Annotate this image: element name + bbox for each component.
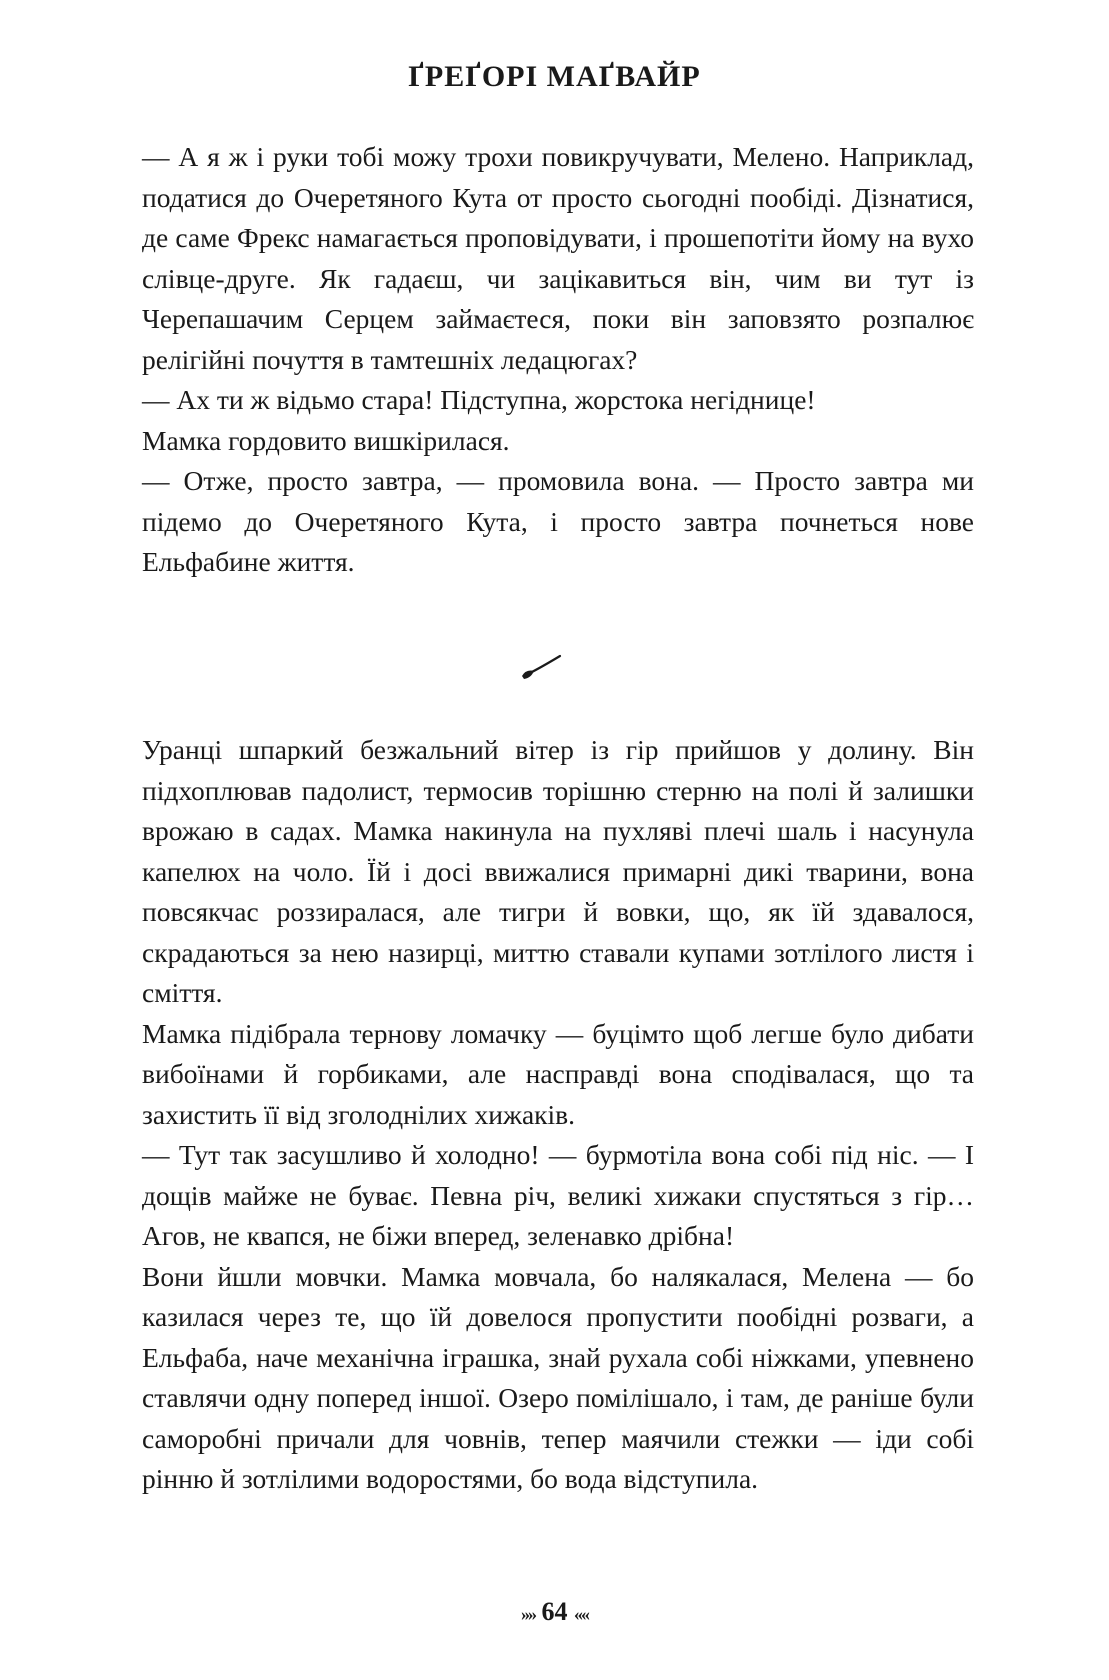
broom-ornament-graphic xyxy=(520,652,570,682)
paragraph: — Тут так засушливо й холодно! — бурмотіла вона собі під ніс. — І дощів майже не буває. Певна річ, великі хижаки спустяться з гір… Агов, не квапся, не біжи вперед, зеленавко дрібна! xyxy=(142,1139,974,1251)
page-number-footer xyxy=(0,1597,1109,1627)
paragraph: — Отже, просто завтра, — промовила вона. — Просто завтра ми підемо до Очеретяного Кута, і просто завтра почнеться нове Ельфабине життя. xyxy=(142,465,974,577)
text-section-1 xyxy=(142,137,974,583)
broom-icon xyxy=(520,652,570,682)
page-number: 64 xyxy=(541,1597,568,1626)
folio-left-ornament: »» xyxy=(521,1604,535,1624)
paragraph: Мамка підібрала тернову ломачку — буцімто щоб легше було дибати вибоїнами й горбиками, але насправді вона сподівалася, що та захистить її від зголоднілих хижаків. xyxy=(142,1017,974,1130)
paragraph: Вони йшли мовчки. Мамка мовчала, бо налякалася, Мелена — бо казилася через те, що їй довелося пропустити пообідні розваги, а Ельфаба, наче механічна іграшка, знай рухала собі ніжками, упевнено ставлячи одну поперед іншої. Озеро помілішало, і там, де раніше були саморобні причали для човнів, тепер маячили стежки — іди собі рінню й зотлілими водоростями, бо вода відступила. xyxy=(142,1260,974,1494)
folio-right-ornament: «« xyxy=(574,1604,588,1624)
text-section-2 xyxy=(142,730,974,1500)
running-header-author: ҐРЕҐОРІ МАҐВАЙР xyxy=(408,60,701,93)
paragraph: — А я ж і руки тобі можу трохи повикручувати, Мелено. Наприклад, податися до Очеретяного Кута от просто сьогодні пообіді. Дізнатися, де саме Фрекс намагається проповідувати, і прошепотіти йому на вухо слівце-друге. Як гадаєш, чи зацікавиться він, чим ви тут із Черепашачим Серцем займаєтеся, поки він заповзято розпалює релігійні почуття в тамтешніх ледацюгах? xyxy=(142,141,974,375)
paragraph: Уранці шпаркий безжальний вітер із гір прийшов у долину. Він підхоплював падолист, термосив торішню стерню на полі й залишки врожаю в садах. Мамка накинула на пухляві плечі шаль і насунула капелюх на чоло. Їй і досі ввижалися примарні дикі тварини, вона повсякчас роззиралася, але тигри й вовки, що, як їй здавалося, скрадаються за нею назирці, миттю ставали купами зотлілого листя і сміття. xyxy=(142,734,974,1008)
paragraph: Мамка гордовито вишкірилася. xyxy=(142,424,510,456)
paragraph: — Ах ти ж відьмо стара! Підступна, жорстока негіднице! xyxy=(142,384,816,415)
